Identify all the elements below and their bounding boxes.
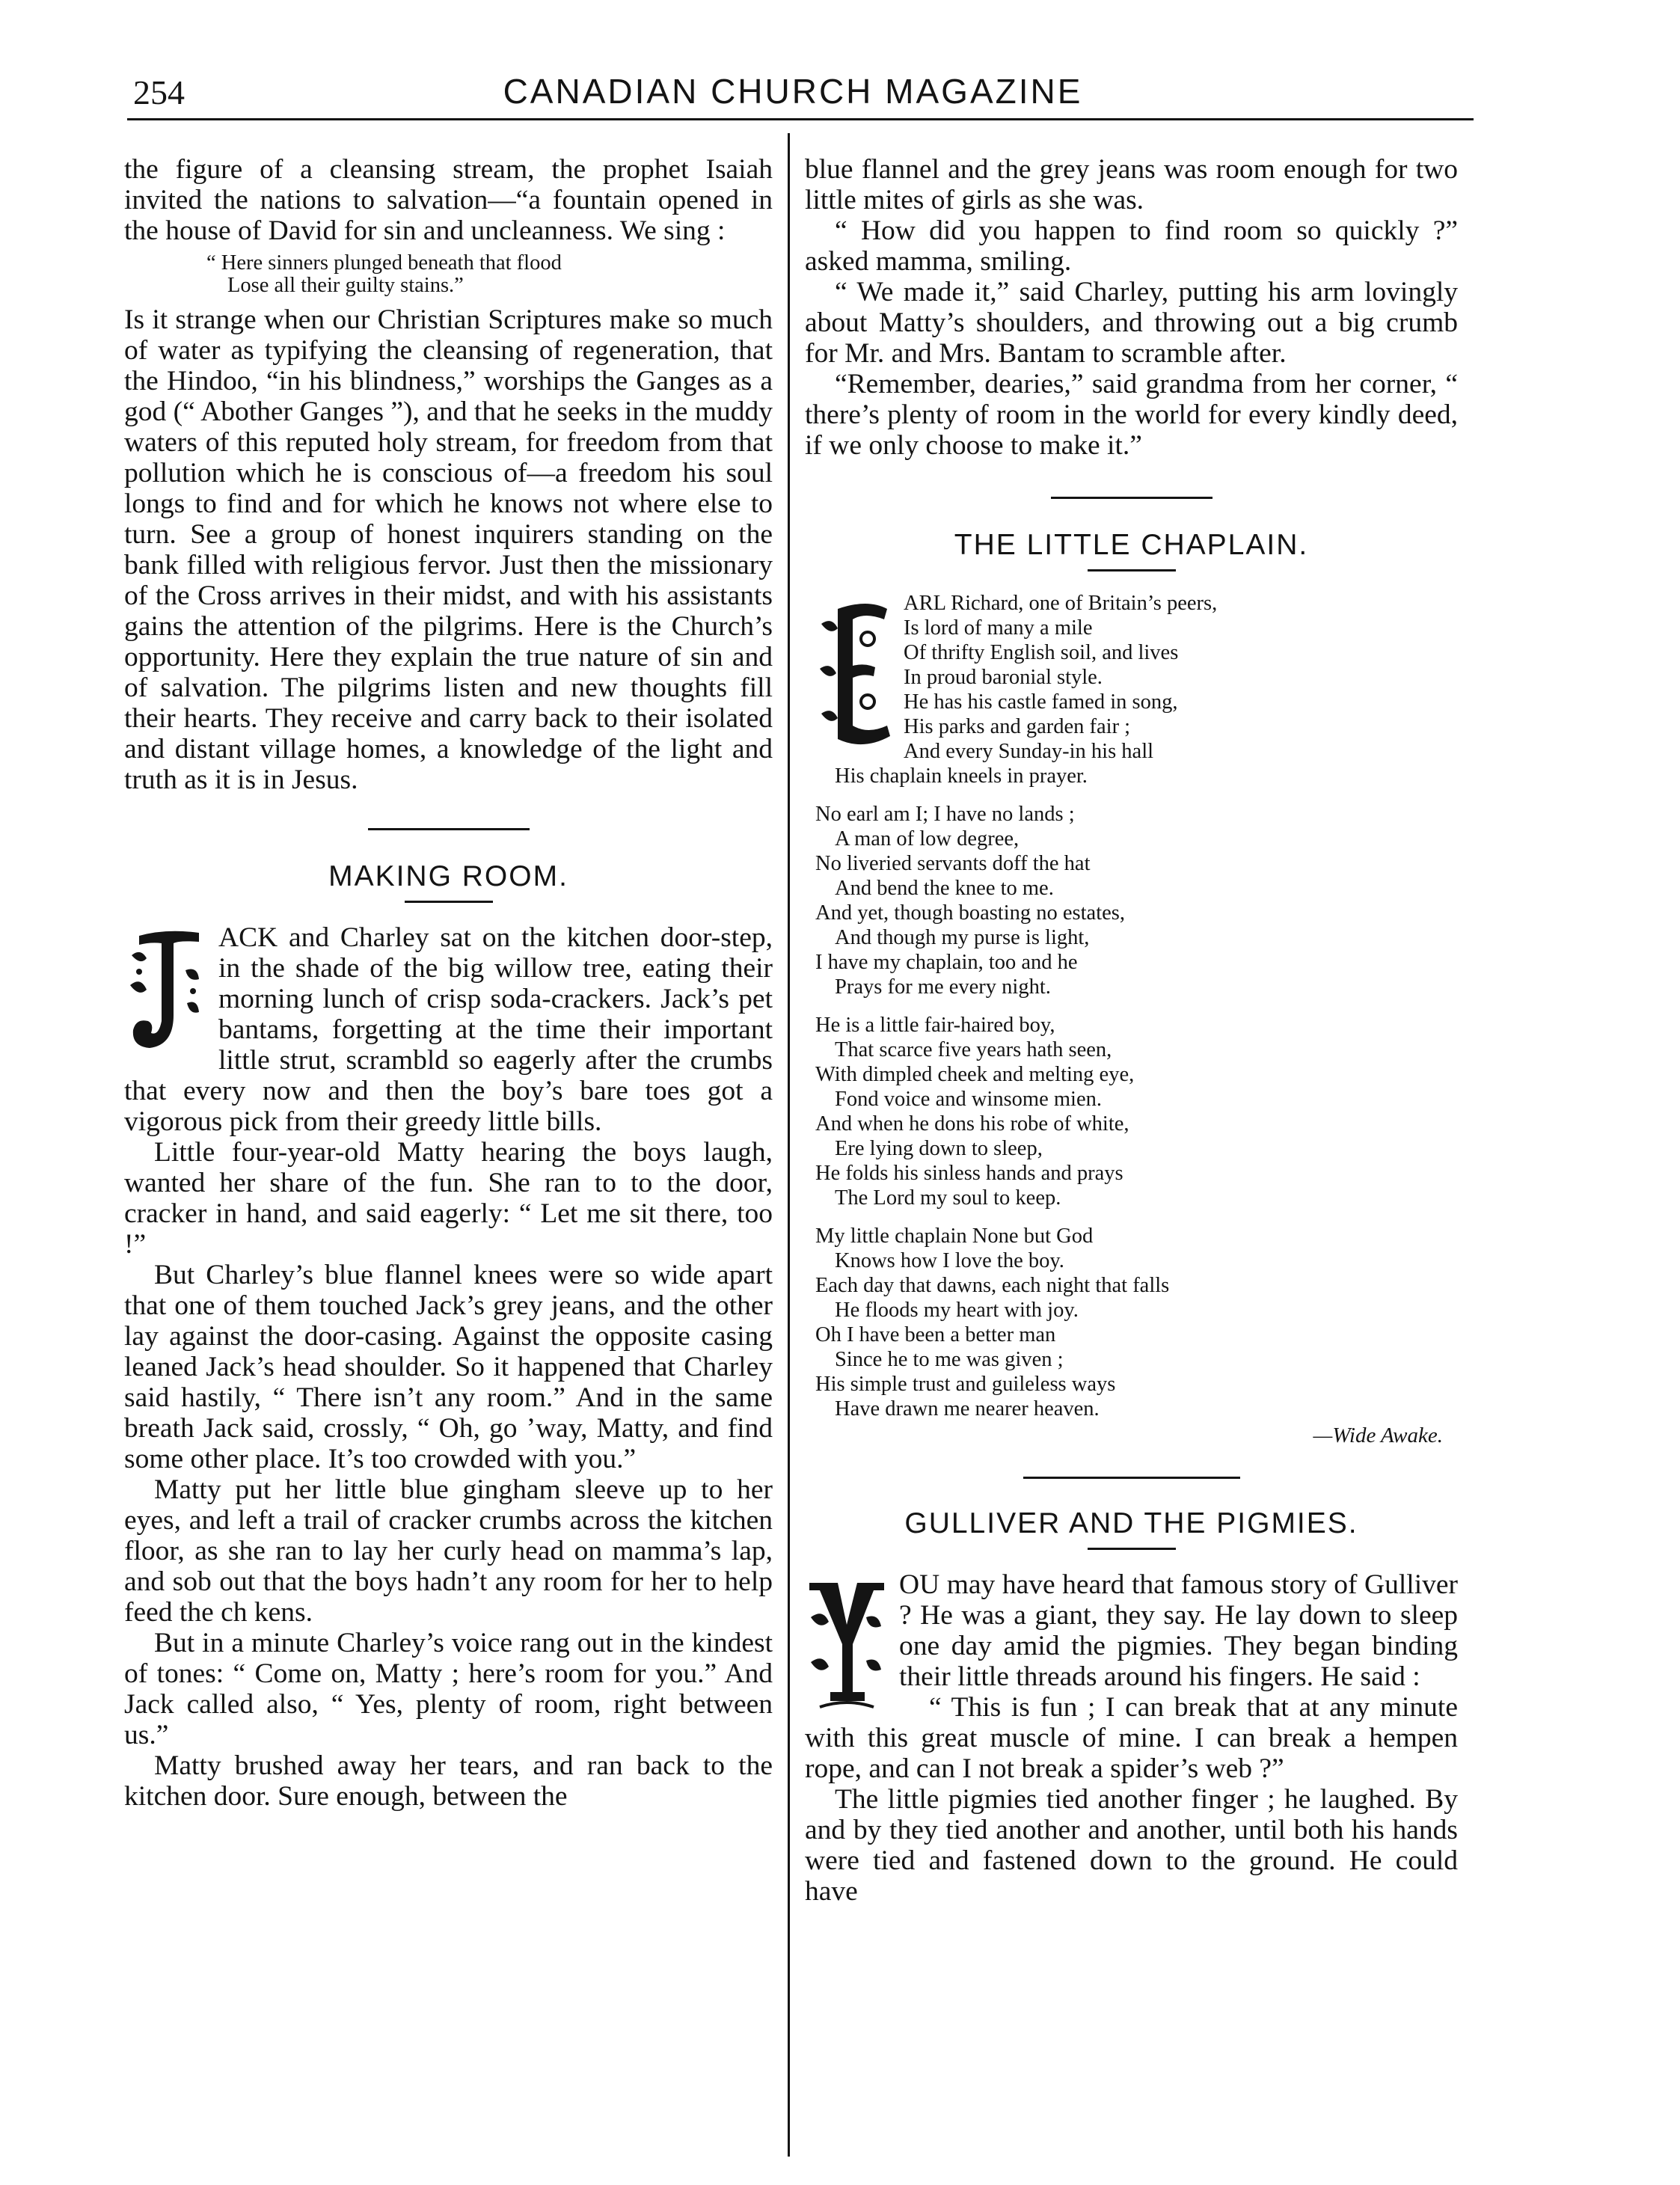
poem-line: That scarce five years hath seen, [835, 1038, 1112, 1061]
column-divider [788, 133, 790, 2157]
dropcap-j-ornament [124, 925, 208, 1055]
poem-line: I have my chaplain, too and he [815, 951, 1078, 974]
poem-line: And yet, though boasting no estates, [815, 901, 1125, 925]
poem-line: With dimpled cheek and melting eye, [815, 1063, 1135, 1086]
making-room-paragraph-2: Little four-year-old Matty hearing the boys laugh, wanted her share of the fun. She ran to to the door, cracker in hand, and said eagerly: “ Let me sit there, too !” [124, 1137, 773, 1260]
article-title-making-room: MAKING ROOM. [328, 860, 568, 892]
header-rule [127, 118, 1474, 120]
poem-line: Have drawn me nearer heaven. [835, 1397, 1100, 1421]
making-room-paragraph-5: But in a minute Charley’s voice rang out in the kindest of tones: “ Come on, Matty ; here’s room for you.” And Jack called also, “ Yes, plenty of room, right between us.” [124, 1628, 773, 1750]
poem-line: A man of low degree, [835, 827, 1020, 851]
poem-line: His parks and garden fair ; [904, 715, 1131, 738]
gulliver-paragraph-3: The little pigmies tied another finger ; he laughed. By and by they tied another and another, until both his hands were tied and fastened down to the ground. He could have [805, 1784, 1458, 1907]
section-divider [1051, 497, 1213, 499]
poem-line: He is a little fair-haired boy, [815, 1014, 1055, 1037]
dropcap-y-ornament [805, 1572, 889, 1714]
title-rule [1088, 569, 1176, 571]
running-title: CANADIAN CHURCH MAGAZINE [503, 72, 1083, 111]
gulliver-paragraph-2: “ This is fun ; I can break that at any minute with this great muscle of mine. I can break a hempen rope, and can I not break a spider’s web ?” [805, 1692, 1458, 1784]
article-title-gulliver: GULLIVER AND THE PIGMIES. [904, 1507, 1358, 1539]
poem-line: And when he dons his robe of white, [815, 1112, 1129, 1136]
poem-line: Ere lying down to sleep, [835, 1137, 1043, 1160]
poem-line: Is lord of many a mile [904, 616, 1093, 640]
poem-line: Of thrifty English soil, and lives [904, 641, 1179, 664]
poem-little-chaplain [815, 591, 1458, 1448]
section-divider [368, 828, 530, 830]
continued-paragraph-4: “Remember, dearies,” said grandma from her corner, “ there’s plenty of room in the world for every kindly deed, if we only choose to make it.” [805, 369, 1458, 461]
poem-line: His simple trust and guileless ways [815, 1373, 1116, 1396]
making-room-paragraph-4: Matty put her little blue gingham sleeve up to her eyes, and left a trail of cracker crumbs across the kitchen floor, as she ran to lay her curly head on mamma’s lap, and sob out that the boys hadn’t any room for her to help feed the ch kens. [124, 1474, 773, 1628]
body-paragraph: Is it strange when our Christian Scriptures make so much of water as typifying the cleansing of regeneration, that the Hindoo, “in his blindness,” worships the Ganges as a god (“ Abother Ganges ”), and that he seeks in the muddy waters of this reputed holy stream, for freedom from that pollution which he is conscious of—a freedom his soul longs to find and for which he knows not where else to turn. See a group of honest inquirers standing on the bank filled with religious fervor. Just then the missionary of the Cross arrives in their midst, and with his assistants gains the attention of the pilgrims. Here is the Church’s opportunity. Here they explain the true nature of sin and of salvation. The pilgrims listen and new thoughts fill their hearts. They receive and carry back to their isolated and distant village homes, a knowledge of the light and truth as it is in Jesus. [124, 304, 773, 795]
poem-line: And bend the knee to me. [835, 877, 1054, 900]
making-room-paragraph-1: ACK and Charley sat on the kitchen door-step, in the shade of the big willow tree, eating their morning lunch of crisp soda-crackers. Jack’s pet bantams, forgetting at the time their important little strut, scrambld so eagerly after the crumbs that every now and then the boy’s bare toes got a vigorous pick from their greedy little bills. [124, 922, 773, 1137]
poem-stanza-3 [815, 1013, 1458, 1210]
right-column [805, 154, 1458, 1907]
poem-line: The Lord my soul to keep. [835, 1186, 1061, 1210]
intro-paragraph: the figure of a cleansing stream, the prophet Isaiah invited the nations to salvation—“a fountain opened in the house of David for sin and uncleanness. We sing : [124, 154, 773, 246]
poem-line: He folds his sinless hands and prays [815, 1162, 1123, 1185]
poem-line: His chaplain kneels in prayer. [835, 764, 1088, 788]
hymn-line-2: Lose all their guilty stains.” [227, 274, 464, 297]
poem-line: He floods my heart with joy. [835, 1299, 1079, 1322]
poem-line: In proud baronial style. [904, 666, 1103, 689]
poem-attribution: —Wide Awake. [1313, 1424, 1443, 1447]
page-number: 254 [133, 73, 185, 111]
poem-line: Since he to me was given ; [835, 1348, 1064, 1371]
article-title-little-chaplain: THE LITTLE CHAPLAIN. [954, 529, 1309, 561]
making-room-paragraph-6: Matty brushed away her tears, and ran back to the kitchen door. Sure enough, between the [124, 1750, 773, 1812]
poem-line: Oh I have been a better man [815, 1323, 1056, 1346]
hymn-line-1: “ Here sinners plunged beneath that flood [206, 251, 562, 275]
hymn-quote [206, 252, 773, 297]
section-divider [1023, 1477, 1240, 1479]
poem-line: Each day that dawns, each night that falls [815, 1274, 1170, 1297]
poem-line: ARL Richard, one of Britain’s peers, [904, 592, 1218, 615]
poem-line: Knows how I love the boy. [835, 1249, 1064, 1272]
poem-line: And though my purse is light, [835, 926, 1090, 949]
left-column [124, 154, 773, 1812]
poem-stanza-1 [815, 591, 1458, 788]
continued-paragraph-1: blue flannel and the grey jeans was room enough for two little mites of girls as she was. [805, 154, 1458, 215]
poem-stanza-4 [815, 1224, 1458, 1421]
continued-paragraph-2: “ How did you happen to find room so quickly ?” asked mamma, smiling. [805, 215, 1458, 277]
continued-paragraph-3: “ We made it,” said Charley, putting his arm lovingly about Matty’s shoulders, and throwing out a big crumb for Mr. and Mrs. Bantam to scramble after. [805, 277, 1458, 369]
poem-line: No liveried servants doff the hat [815, 852, 1091, 875]
making-room-paragraph-3: But Charley’s blue flannel knees were so wide apart that one of them touched Jack’s grey jeans, and the other lay against the door-casing. Against the opposite casing leaned Jack’s head shoulder. So it happened that Charley said hastily, “ There isn’t any room.” And in the same breath Jack said, crossly, “ Oh, go ’way, Matty, and find some other place. It’s too crowded with you.” [124, 1260, 773, 1474]
poem-line: Fond voice and winsome mien. [835, 1088, 1102, 1111]
poem-stanza-2 [815, 802, 1458, 999]
poem-line: No earl am I; I have no lands ; [815, 803, 1075, 826]
dropcap-e-ornament [815, 594, 898, 754]
title-rule [1088, 1548, 1176, 1550]
gulliver-paragraph-1: OU may have heard that famous story of Gulliver ? He was a giant, they say. He lay down to sleep one day amid the pigmies. They began binding their little threads around his fingers. He said : [899, 1569, 1458, 1692]
poem-line: Prays for me every night. [835, 975, 1051, 999]
poem-line: And every Sunday-in his hall [904, 740, 1154, 763]
poem-line: My little chaplain None but God [815, 1225, 1094, 1248]
poem-line: He has his castle famed in song, [904, 690, 1178, 714]
title-rule [405, 901, 493, 903]
